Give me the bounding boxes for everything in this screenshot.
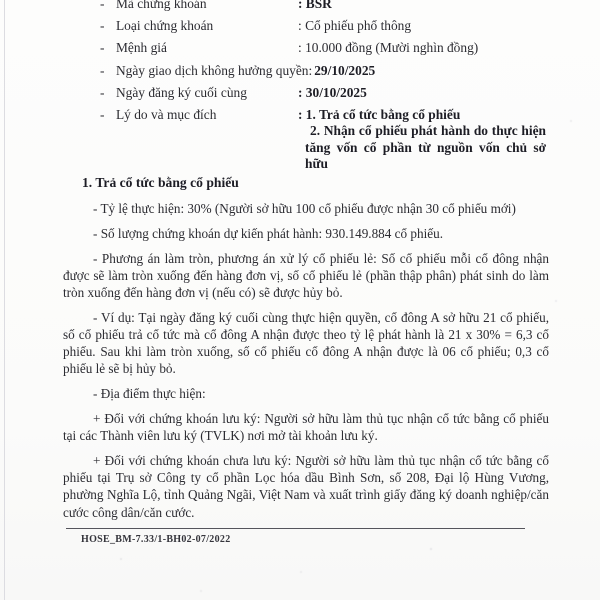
info-row-ex-date (100, 60, 548, 82)
row-value: : 30/10/2025 (298, 84, 367, 100)
info-row-record-date (100, 82, 548, 104)
row-value: : BSR (298, 0, 332, 11)
scan-noise (0, 0, 2, 2)
document-body (63, 200, 549, 528)
info-row-par-value (100, 37, 548, 59)
row-value: 29/10/2025 (314, 62, 376, 78)
row-bullet: - (100, 40, 105, 56)
paragraph-ratio: - Tỷ lệ thực hiện: 30% (Người sở hữu 100 cổ phiếu được nhận 30 cổ phiếu mới) (93, 201, 516, 216)
purpose-item-2: 2. Nhận cổ phiếu phát hành do thực hiện tăng vốn cổ phần từ nguồn vốn chủ sở hữu (305, 123, 546, 172)
info-row-ticker (100, 0, 548, 15)
row-label: Ngày giao dịch không hưởng quyền: (116, 62, 313, 78)
security-info-list (100, 0, 548, 173)
paragraph-deposited-securities: + Đối với chứng khoán lưu ký: Người sở hữu làm thủ tục nhận cổ tức bằng cổ phiếu tại các Thành viên lưu ký (TVLK) nơi mở tài khoản lưu ký. (63, 411, 549, 444)
row-value: : 1. Trả cổ tức bằng cổ phiếu (298, 107, 461, 123)
paragraph-undeposited-securities: + Đối với chứng khoán chưa lưu ký: Người sở hữu làm thủ tục nhận cổ tức bằng cổ phiếu tại Trụ sở Công ty cổ phần Lọc hóa dầu Bình Sơn, số 208, Đại lộ Hùng Vương, phường Nghĩa Lộ, tỉnh Quảng Ngãi, Việt Nam và xuất trình giấy đăng ký doanh nghiệp/căn cước công dân/căn cước. (63, 453, 549, 520)
paragraph-location: - Địa điểm thực hiện: (93, 386, 206, 402)
row-bullet: - (100, 18, 105, 34)
row-bullet: - (100, 0, 105, 11)
row-bullet: - (100, 84, 105, 100)
row-label: Lý do và mục đích (116, 107, 217, 123)
paragraph-rounding-plan: - Phương án làm tròn, phương án xử lý cổ phiếu lẻ: Số cổ phiếu mỗi cổ đông nhận được sẽ làm tròn xuống đến hàng đơn vị, số cổ phiếu lẻ (phần thập phân) phát sinh do làm tròn xuống đến hàng đơn vị (nếu có) sẽ được hủy bỏ. (63, 250, 549, 300)
footer-form-code: HOSE_BM-7.33/1-BH02-07/2022 (81, 534, 231, 545)
row-bullet: - (100, 62, 105, 78)
row-label: Mệnh giá (116, 40, 167, 56)
info-row-security-type (100, 15, 548, 37)
row-label: Mã chứng khoán (116, 0, 207, 11)
paragraph-shares-issued: - Số lượng chứng khoán dự kiến phát hành: 930.149.884 cổ phiếu. (93, 225, 443, 241)
row-bullet: - (100, 107, 105, 123)
row-value: : 10.000 đồng (Mười nghìn đồng) (298, 40, 479, 56)
page-edge-line (4, 0, 5, 600)
row-value: : Cổ phiếu phổ thông (298, 18, 412, 34)
row-label: Ngày đăng ký cuối cùng (116, 84, 247, 100)
section-heading: 1. Trả cổ tức bằng cổ phiếu (82, 175, 239, 190)
paragraph-example: - Ví dụ: Tại ngày đăng ký cuối cùng thực hiện quyền, cổ đông A sở hữu 21 cổ phiếu, số cổ phiếu trả cổ tức mà cổ đông A nhận được theo tỷ lệ phát hành là 21 x 30% = 6,3 cổ phiếu. Sau khi làm tròn xuống, số cổ phiếu cổ đông A nhận được là 06 cổ phiếu; 0,3 cổ phiếu lẻ sẽ bị hủy bỏ. (63, 309, 549, 377)
footer-divider (66, 528, 525, 529)
row-label: Loại chứng khoán (116, 18, 214, 34)
